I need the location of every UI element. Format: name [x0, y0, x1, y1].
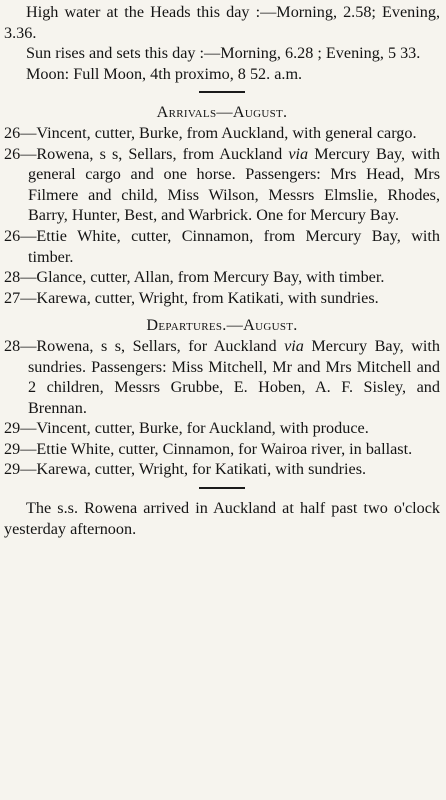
sun-notice: Sun rises and sets this day :—Morning, 6.28 ; Evening, 5 33.	[26, 44, 421, 63]
arrival-entry: 28—Glance, cutter, Allan, from Mercury Bay, with timber.	[4, 268, 385, 287]
entry-via: via	[288, 144, 309, 163]
departure-entry: 29—Vincent, cutter, Burke, for Auckland, with produce.	[4, 419, 369, 438]
arrival-entry: 27—Karewa, cutter, Wright, from Katikati, with sundries.	[4, 288, 379, 307]
entry-text: Mercury Bay, with sundries. Passengers: Miss Mitchell, Mr and Mrs Mitchell and 2 children, Messrs Grubbe, E. Hoben, A. F. Sisley, and Brennan.	[28, 336, 440, 417]
high-water-notice: High water at the Heads this day :—Morning, 2.58; Evening, 3.36.	[4, 3, 440, 42]
departure-entry	[4, 336, 440, 418]
moon-notice: Moon: Full Moon, 4th proximo, 8 52. a.m.	[26, 64, 303, 83]
closing-divider	[199, 487, 245, 489]
section-divider	[199, 91, 245, 93]
entry-text: 26—Rowena, s s, Sellars, from Auckland	[4, 144, 289, 163]
arrival-entry: 26—Vincent, cutter, Burke, from Auckland, with general cargo.	[4, 123, 417, 142]
departures-heading: Departures.—August.	[146, 316, 298, 335]
arrivals-heading: Arrivals—August.	[156, 103, 288, 122]
departure-entry: 29—Karewa, cutter, Wright, for Katikati, with sundries.	[4, 460, 367, 479]
closing-note: The s.s. Rowena arrived in Auckland at half past two o'clock yesterday afternoon.	[4, 499, 440, 538]
spacer	[4, 308, 440, 315]
entry-text: 28—Rowena, s s, Sellars, for Auckland	[4, 336, 285, 355]
arrival-entry	[4, 144, 440, 226]
departure-entry: 29—Ettie White, cutter, Cinnamon, for Wairoa river, in ballast.	[4, 439, 413, 458]
entry-via: via	[284, 336, 304, 355]
arrival-entry: 26—Ettie White, cutter, Cinnamon, from Mercury Bay, with timber.	[4, 226, 440, 266]
entry-text: Mercury Bay, with general cargo and one horse. Passengers: Mrs Head, Mrs Filmere and child, Miss Wilson, Messrs Elmslie, Rhodes, Barry, Hunter, Best, and Warbrick. One for Mercury Bay.	[28, 144, 440, 225]
